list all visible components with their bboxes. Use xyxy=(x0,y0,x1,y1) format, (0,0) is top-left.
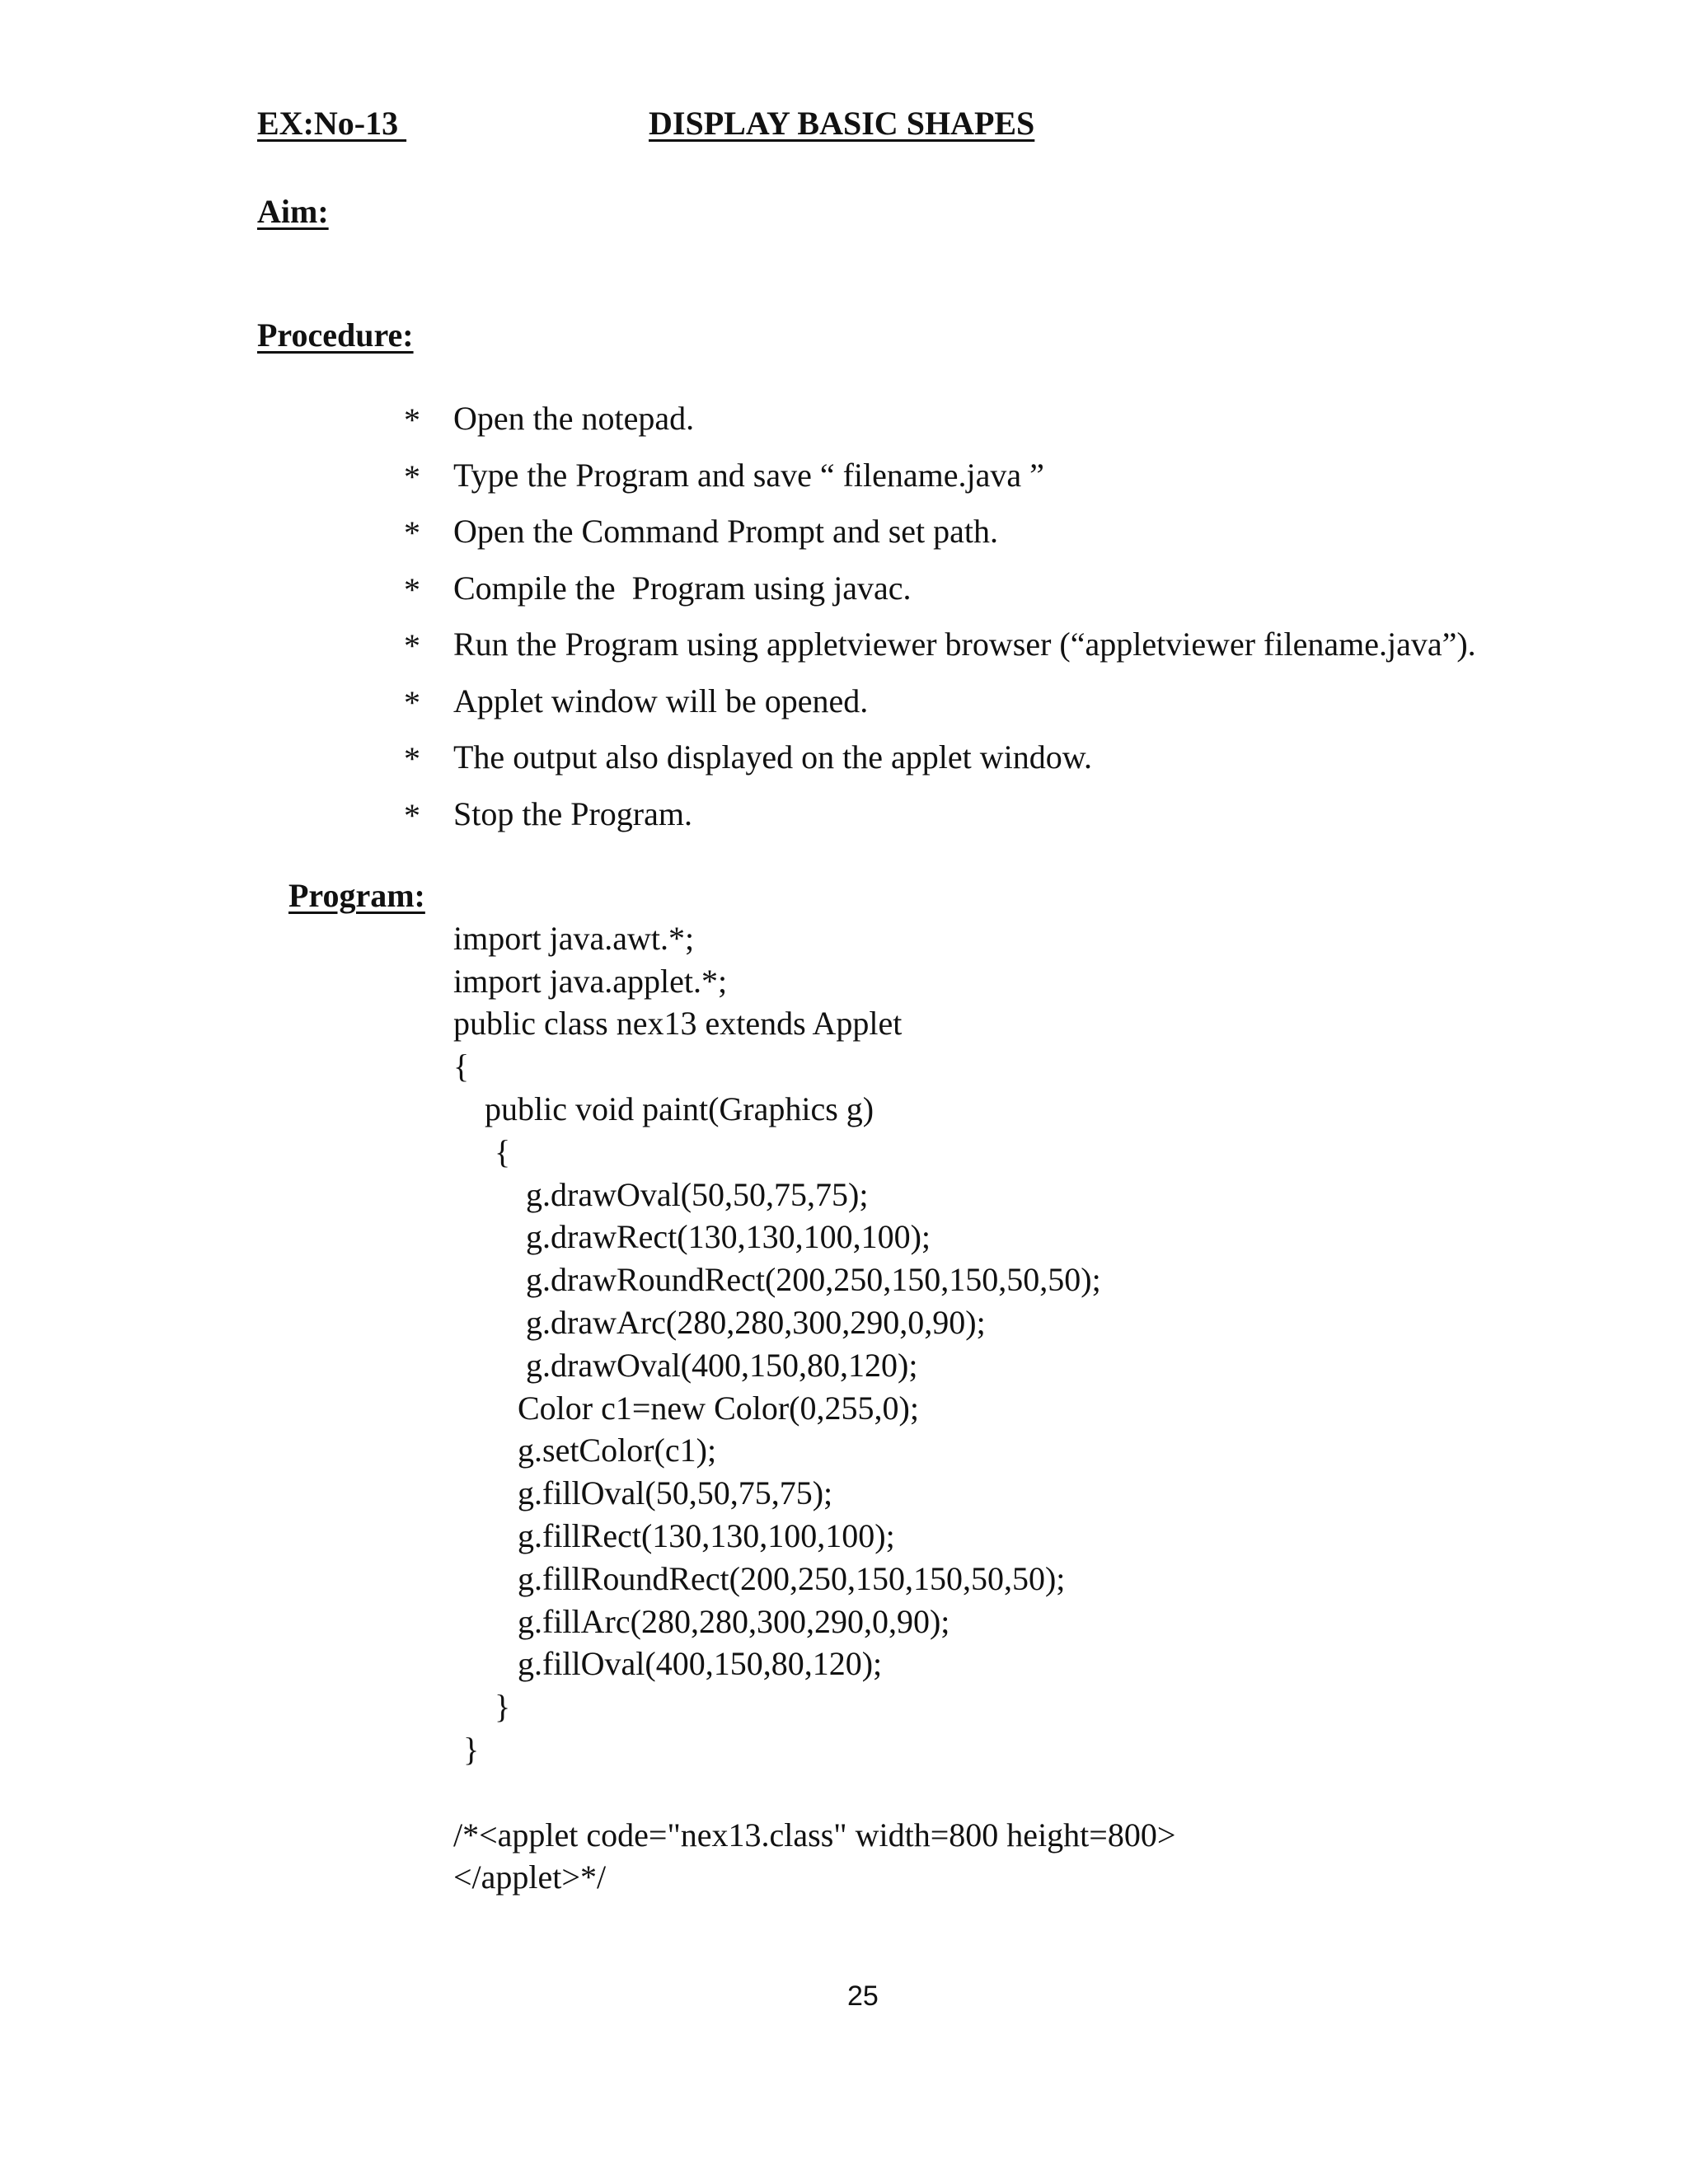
procedure-step-text: Compile the Program using javac. xyxy=(453,569,912,607)
procedure-step-text: Stop the Program. xyxy=(453,795,692,832)
applet-tag-line: </applet>*/ xyxy=(453,1858,607,1896)
page-number: 25 xyxy=(847,1980,879,2012)
code-line: public class nex13 extends Applet xyxy=(453,1005,903,1042)
code-line: g.fillOval(50,50,75,75); xyxy=(518,1474,833,1511)
bullet-icon: * xyxy=(404,684,420,721)
code-line: { xyxy=(495,1133,511,1170)
code-line: { xyxy=(453,1047,470,1085)
procedure-label: Procedure: xyxy=(257,316,414,354)
bullet-icon: * xyxy=(404,627,420,664)
aim-label: Aim: xyxy=(257,193,329,230)
page-title: DISPLAY BASIC SHAPES xyxy=(649,105,1035,142)
code-line: g.drawRoundRect(200,250,150,150,50,50); xyxy=(526,1261,1101,1298)
exercise-number: EX:No-13 xyxy=(257,105,407,142)
procedure-step-text: Open the notepad. xyxy=(453,400,695,437)
bullet-icon: * xyxy=(404,740,420,777)
bullet-icon: * xyxy=(404,458,420,495)
applet-tag-line: /*<applet code="nex13.class" width=800 height=800> xyxy=(453,1816,1176,1854)
bullet-icon: * xyxy=(404,571,420,608)
code-line: Color c1=new Color(0,255,0); xyxy=(518,1390,919,1427)
procedure-step-text: Type the Program and save “ filename.java ” xyxy=(453,457,1044,494)
code-line: public void paint(Graphics g) xyxy=(485,1090,874,1127)
code-line: g.fillArc(280,280,300,290,0,90); xyxy=(518,1603,950,1640)
procedure-step-text: Run the Program using appletviewer browser (“appletviewer filename.java”). xyxy=(453,626,1476,663)
code-line: import java.awt.*; xyxy=(453,920,695,957)
procedure-step-text: The output also displayed on the applet window. xyxy=(453,738,1093,776)
code-line: g.drawOval(50,50,75,75); xyxy=(526,1176,869,1213)
code-line: g.drawOval(400,150,80,120); xyxy=(526,1347,918,1384)
code-line: g.drawArc(280,280,300,290,0,90); xyxy=(526,1304,986,1341)
code-line: g.fillRect(130,130,100,100); xyxy=(518,1517,895,1554)
bullet-icon: * xyxy=(404,401,420,438)
code-line: g.setColor(c1); xyxy=(518,1432,717,1469)
procedure-step-text: Open the Command Prompt and set path. xyxy=(453,513,999,550)
code-line: import java.applet.*; xyxy=(453,963,728,1000)
procedure-step-text: Applet window will be opened. xyxy=(453,682,869,719)
bullet-icon: * xyxy=(404,797,420,834)
code-line: g.fillRoundRect(200,250,150,150,50,50); xyxy=(518,1560,1066,1597)
program-label: Program: xyxy=(288,877,425,914)
code-line: } xyxy=(463,1731,480,1768)
code-line: g.fillOval(400,150,80,120); xyxy=(518,1645,883,1682)
code-line: } xyxy=(495,1688,511,1725)
code-line: g.drawRect(130,130,100,100); xyxy=(526,1218,931,1255)
bullet-icon: * xyxy=(404,514,420,551)
